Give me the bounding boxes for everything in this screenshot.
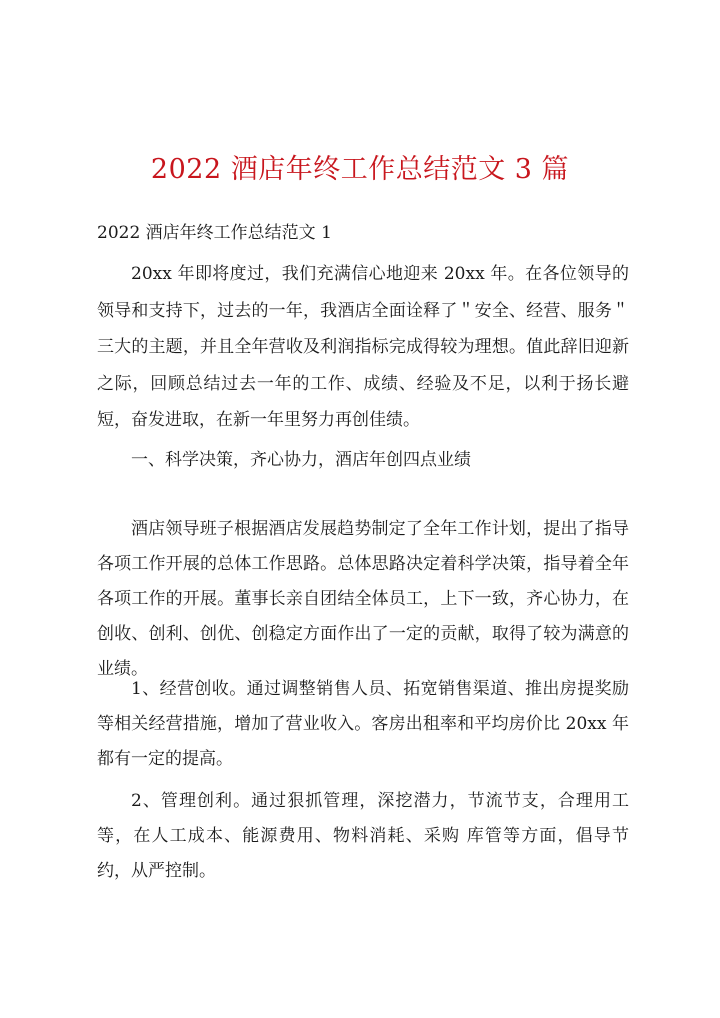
section-subtitle: 2022 酒店年终工作总结范文 1 [97,223,332,243]
list-item-paragraph: 1、经营创收。通过调整销售人员、拓宽销售渠道、推出房提奖励等相关经营措施，增加了营业收入。客房出租率和平均房价比 20xx 年都有一定的提高。 [97,679,629,769]
intro-paragraph: 20xx 年即将度过，我们充满信心地迎来 20xx 年。在各位领导的领导和支持下，过去的一年，我酒店全面诠释了＂安全、经营、服务＂三大的主题，并且全年营收及利润指标完成得较为理想。值此辞旧迎新之际，回顾总结过去一年的工作、成绩、经验及不足，以利于扬长避短，奋发进取，在新一年里努力再创佳绩。 [97,264,629,430]
list-item-paragraph: 2、管理创利。通过狠抓管理，深挖潜力，节流节支，合理用工等，在人工成本、能源费用、物料消耗、采购 库管等方面，倡导节约，从严控制。 [97,791,629,881]
body-paragraph: 酒店领导班子根据酒店发展趋势制定了全年工作计划，提出了指导各项工作开展的总体工作思路。总体思路决定着科学决策，指导着全年各项工作的开展。董事长亲自团结全体员工，上下一致，齐心协力，在创收、创利、创优、创稳定方面作出了一定的贡献，取得了较为满意的业绩。 [97,519,629,679]
document-title: 2022 酒店年终工作总结范文 3 篇 [150,154,570,185]
section-heading: 一、科学决策，齐心协力，酒店年创四点业绩 [131,450,471,470]
